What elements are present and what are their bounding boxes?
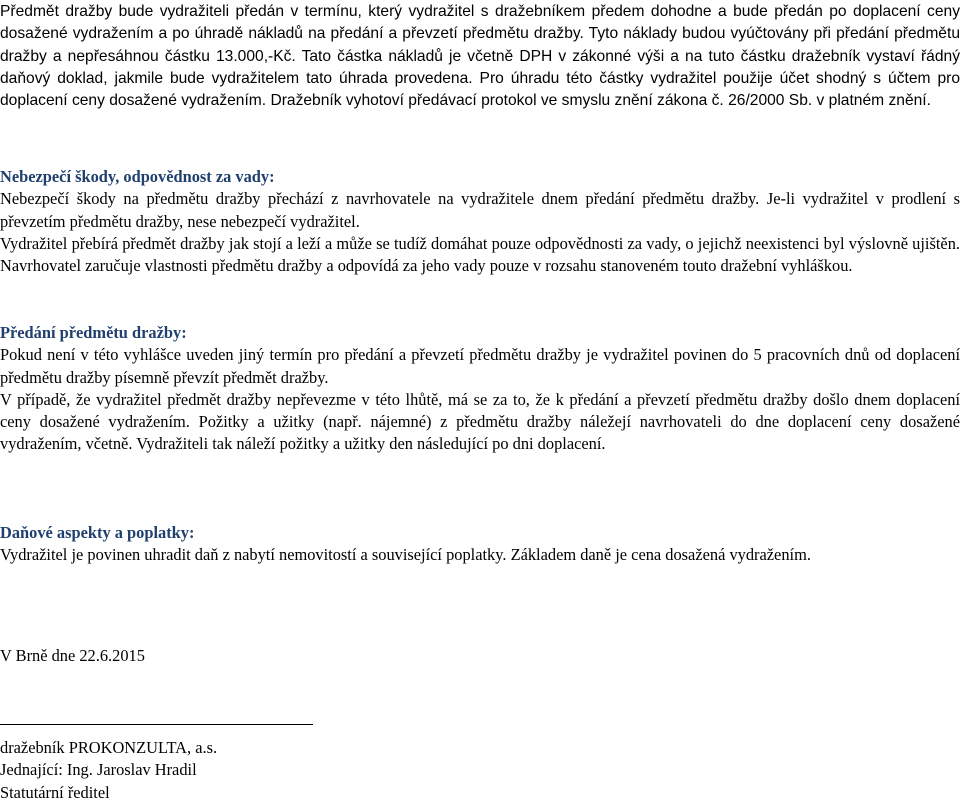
section-paragraph: Vydražitel je povinen uhradit daň z nabytí nemovitostí a související poplatky. Základem daně je cena dosažená vydražením. xyxy=(0,545,811,565)
section-paragraph: V případě, že vydražitel předmět dražby nepřevezme v této lhůtě, má se za to, že k předání a převzetí předmětu dražby došlo dnem doplacení ceny dosažené vydražením. Požitky a užitky (např. nájemné) z předmětu dražby náležejí navrhovateli do dne doplacení ceny dosažené vydražením, včetně. Vydražiteli tak náleží požitky a užitky den následující po dni doplacení. xyxy=(0,389,960,454)
signatory-name: Jednající: Ing. Jaroslav Hradil xyxy=(0,760,197,780)
section-predani-predmetu xyxy=(0,322,960,456)
section-nebezpeci-skody xyxy=(0,166,960,277)
section-heading: Nebezpečí škody, odpovědnost za vady: xyxy=(0,167,275,186)
signature-line xyxy=(0,724,313,725)
section-paragraph: Nebezpečí škody na předmětu dražby přechází z navrhovatele na vydražitele dnem předání předmětu dražby. Je-li vydražitel v prodlení s převzetím předmětu dražby, nese nebezpečí vydražitel. xyxy=(0,189,960,231)
section-danove-aspekty xyxy=(0,522,960,567)
section-heading: Předání předmětu dražby: xyxy=(0,323,187,342)
signatory-title: Statutární ředitel xyxy=(0,782,110,802)
section-heading: Daňové aspekty a poplatky: xyxy=(0,523,195,542)
section-paragraph: Vydražitel přebírá předmět dražby jak stojí a leží a může se tudíž domáhat pouze odpovědnosti za vady, o jejichž neexistenci byl výslovně ujištěn. Navrhovatel zaručuje vlastnosti předmětu dražby a odpovídá za jeho vady pouze v rozsahu stanoveném touto dražební vyhláškou. xyxy=(0,233,960,276)
intro-paragraph: Předmět dražby bude vydražiteli předán v termínu, který vydražitel s dražebníkem předem dohodne a bude předán po doplacení ceny dosažené vydražením a po úhradě nákladů na předání a převzetí předmětu dražby. Tyto náklady budou vyúčtovány při předání předmětu dražby a nepřesáhnou částku 13.000,-Kč. Tato částka nákladů je včetně DPH v zákonné výši a na tuto částku dražebník vystaví řádný daňový doklad, jakmile bude vydražitelem tato úhrada provedena. Pro úhradu této částky vydražitel použije účet shodný s účtem pro doplacení ceny dosažené vydražením. Dražebník vyhotoví předávací protokol ve smyslu znění zákona č. 26/2000 Sb. v platném znění. xyxy=(0,3,960,110)
signatory-company: dražebník PROKONZULTA, a.s. xyxy=(0,738,218,757)
signature-block xyxy=(0,737,217,804)
section-paragraph: Pokud není v této vyhlášce uveden jiný termín pro předání a převzetí předmětu dražby je vydražitel povinen do 5 pracovních dnů od doplacení předmětu dražby písemně převzít předmět dražby. xyxy=(0,345,960,387)
place-and-date: V Brně dne 22.6.2015 xyxy=(0,646,145,665)
